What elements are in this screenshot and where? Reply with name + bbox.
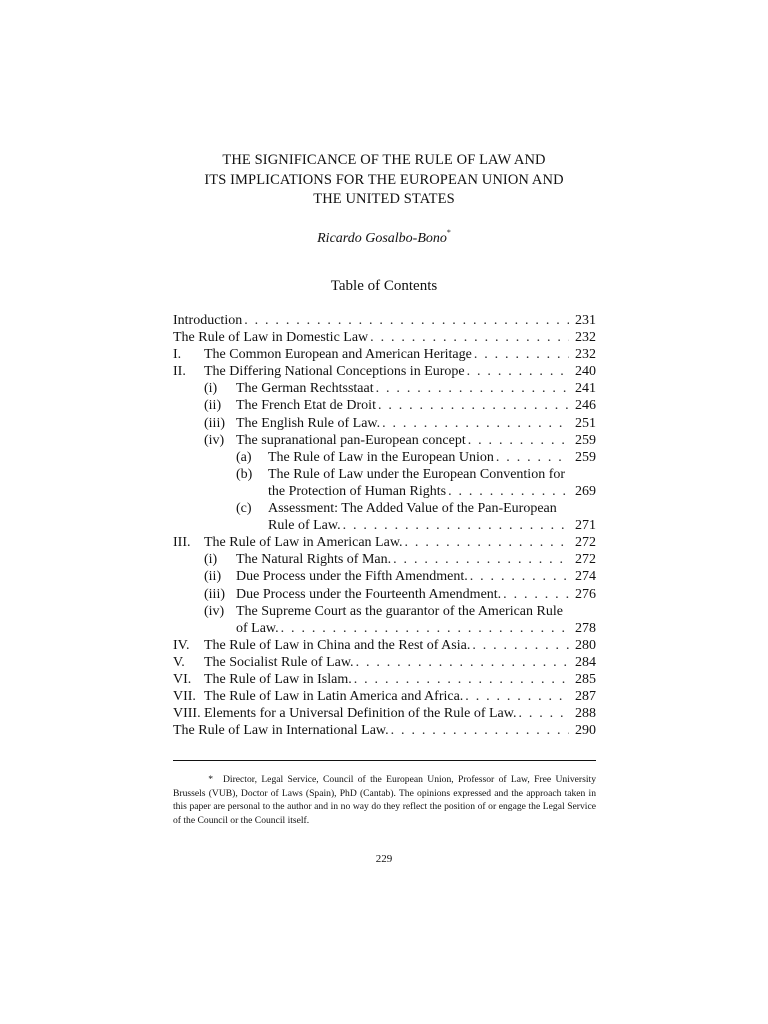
toc-entry-subsection [173, 415, 596, 432]
author-byline [0, 228, 768, 247]
footnote-separator [173, 760, 596, 761]
toc-entry-label: The French Etat de Droit [236, 398, 376, 414]
toc-page-number: 241 [575, 381, 596, 397]
toc-leader-dots [382, 415, 569, 432]
toc-entry-section-viii [173, 705, 596, 722]
toc-leader-dots [448, 483, 569, 500]
toc-entry-introduction [173, 312, 596, 329]
toc-leader-dots [370, 329, 569, 346]
toc-page-number: 271 [575, 518, 596, 534]
title-line-2: ITS IMPLICATIONS FOR THE EUROPEAN UNION AND [204, 171, 564, 188]
toc-entry-continuation [173, 483, 596, 500]
toc-entry-label: The Rule of Law in China and the Rest of Asia. [204, 637, 471, 653]
toc-entry-section-iii [173, 534, 596, 551]
toc-page-number: 272 [575, 552, 596, 568]
toc-entry-label: The Socialist Rule of Law. [204, 654, 354, 670]
author-footnote-mark: * [446, 228, 451, 237]
toc-entry-continuation [173, 620, 596, 637]
toc-leader-dots [465, 688, 569, 705]
toc-entry-label: The Common European and American Heritage [204, 347, 472, 363]
footnote-mark: * [208, 774, 213, 785]
toc-page-number: 259 [575, 432, 596, 448]
toc-page-number: 259 [575, 449, 596, 465]
toc-leader-dots [391, 722, 569, 739]
toc-entry-label: The Rule of Law under the European Convention for [268, 466, 566, 482]
toc-entry-number: (iii) [204, 586, 225, 602]
toc-entry-number: V. [173, 654, 185, 670]
toc-entry-label: The English Rule of Law. [236, 415, 381, 431]
toc-entry-label: Elements for a Universal Definition of the Rule of Law. [204, 706, 517, 722]
toc-entry-label: Introduction [173, 313, 243, 328]
toc-entry-label: The Rule of Law in Domestic Law [173, 330, 369, 346]
toc-leader-dots [356, 654, 569, 671]
footnote [173, 773, 596, 827]
toc-entry-label: Assessment: The Added Value of the Pan-European [268, 501, 557, 517]
toc-entry-number: (i) [204, 381, 218, 397]
toc-entry-number: III. [173, 535, 191, 551]
toc-page-number: 285 [575, 671, 596, 687]
toc-entry-subsection [173, 397, 596, 414]
author-name: Ricardo Gosalbo-Bono [317, 231, 447, 246]
page-number: 229 [375, 853, 393, 865]
title-line-1: THE SIGNIFICANCE OF THE RULE OF LAW AND [222, 152, 546, 168]
toc-leader-dots [467, 363, 569, 380]
toc-entry-label: The Differing National Conceptions in Europe [204, 364, 465, 380]
toc-entry-subsection [173, 432, 596, 449]
toc-entry-label: The Rule of Law in the European Union [268, 449, 494, 465]
toc-leader-dots [470, 568, 569, 585]
toc-page-number: 278 [575, 620, 596, 636]
toc-entry-number: (iii) [204, 415, 225, 431]
toc-entry-label: The Rule of Law in American Law. [204, 535, 403, 551]
toc-entry-label: The Rule of Law in International Law. [173, 723, 389, 739]
toc-entry-subsubsection [173, 466, 596, 483]
toc-page-number: 246 [575, 398, 596, 414]
toc-leader-dots [496, 449, 569, 466]
toc-entry-label-continued: Rule of Law. [268, 518, 341, 534]
toc-page-number: 272 [575, 535, 596, 551]
toc-entry-label: The Natural Rights of Man. [236, 552, 392, 568]
toc-entry-subsection [173, 551, 596, 568]
toc-entry-number: VIII. [173, 706, 201, 722]
toc-entry-domestic-law [173, 329, 596, 346]
toc-entry-continuation [173, 517, 596, 534]
toc-leader-dots [503, 586, 569, 603]
toc-entry-label: Due Process under the Fourteenth Amendment. [236, 586, 502, 602]
toc-leader-dots [472, 637, 569, 654]
toc-page-number: 274 [575, 569, 596, 585]
toc-entry-section-i [173, 346, 596, 363]
toc-page-number: 240 [575, 364, 596, 380]
toc-leader-dots [376, 380, 569, 397]
toc-entry-number: (ii) [204, 398, 222, 414]
toc-leader-dots [244, 312, 569, 329]
toc-entry-label: The German Rechtsstaat [236, 381, 374, 397]
toc-entry-subsection [173, 586, 596, 603]
toc-leader-dots [343, 517, 569, 534]
toc-entry-label-continued: the Protection of Human Rights [268, 483, 447, 499]
toc-entry-number: (b) [236, 466, 253, 482]
toc-entry-label: Due Process under the Fifth Amendment. [236, 569, 468, 585]
toc-entry-section-vi [173, 671, 596, 688]
toc-entry-number: (iv) [204, 432, 225, 448]
toc-entry-label: The Rule of Law in Islam. [204, 671, 352, 687]
toc-entry-section-iv [173, 637, 596, 654]
toc-page-number: 290 [575, 723, 596, 739]
toc-leader-dots [378, 397, 569, 414]
toc-entry-section-vii [173, 688, 596, 705]
toc-leader-dots [405, 534, 569, 551]
toc-entry-subsubsection [173, 500, 596, 517]
toc-entry-subsection [173, 603, 596, 620]
toc-page-number: 269 [575, 483, 596, 499]
toc-entry-subsection [173, 380, 596, 397]
toc-entry-number: (i) [204, 552, 218, 568]
toc-entry-number: (a) [236, 449, 252, 465]
toc-entry-section-ii [173, 363, 596, 380]
toc-page-number: 284 [575, 654, 596, 670]
toc-entry-number: (ii) [204, 569, 222, 585]
toc-entry-subsection [173, 568, 596, 585]
title-line-3: THE UNITED STATES [313, 191, 455, 207]
toc-page-number: 251 [575, 415, 596, 431]
toc-entry-label: The supranational pan-European concept [236, 432, 466, 448]
toc-leader-dots [518, 705, 569, 722]
toc-entry-number: IV. [173, 637, 190, 653]
toc-leader-dots [468, 432, 569, 449]
toc-entry-label-continued: of Law. [236, 620, 279, 636]
toc-entry-international-law [173, 722, 596, 739]
toc-entry-number: VI. [173, 671, 192, 687]
toc-page-number: 232 [575, 347, 596, 363]
toc-leader-dots [354, 671, 569, 688]
toc-page-number: 288 [575, 706, 596, 722]
article-title [0, 151, 768, 210]
table-of-contents [173, 312, 596, 739]
toc-leader-dots [281, 620, 569, 637]
toc-page-number: 276 [575, 586, 596, 602]
toc-entry-label: The Rule of Law in Latin America and Africa. [204, 689, 464, 705]
toc-entry-subsubsection [173, 449, 596, 466]
toc-heading: Table of Contents [330, 278, 438, 294]
toc-entry-number: (iv) [204, 603, 225, 619]
toc-entry-label: The Supreme Court as the guarantor of the American Rule [236, 603, 563, 619]
toc-entry-number: II. [173, 364, 186, 380]
toc-entry-number: I. [173, 347, 182, 363]
toc-leader-dots [393, 551, 569, 568]
toc-page-number: 232 [575, 330, 596, 346]
toc-page-number: 287 [575, 689, 596, 705]
toc-leader-dots [474, 346, 569, 363]
toc-page-number: 280 [575, 637, 596, 653]
toc-entry-number: VII. [173, 689, 196, 705]
toc-entry-number: (c) [236, 501, 252, 517]
toc-entry-section-v [173, 654, 596, 671]
footnote-text: Director, Legal Service, Council of the European Union, Professor of Law, Free University Brussels (VUB), Doctor of Laws (Spain), PhD (Cantab). The opinions expressed and the approach taken in this paper are personal to the author and in no way do they reflect the position of or engage the Legal Service of the Council or the Council itself. [173, 774, 596, 826]
toc-page-number: 231 [575, 313, 596, 328]
